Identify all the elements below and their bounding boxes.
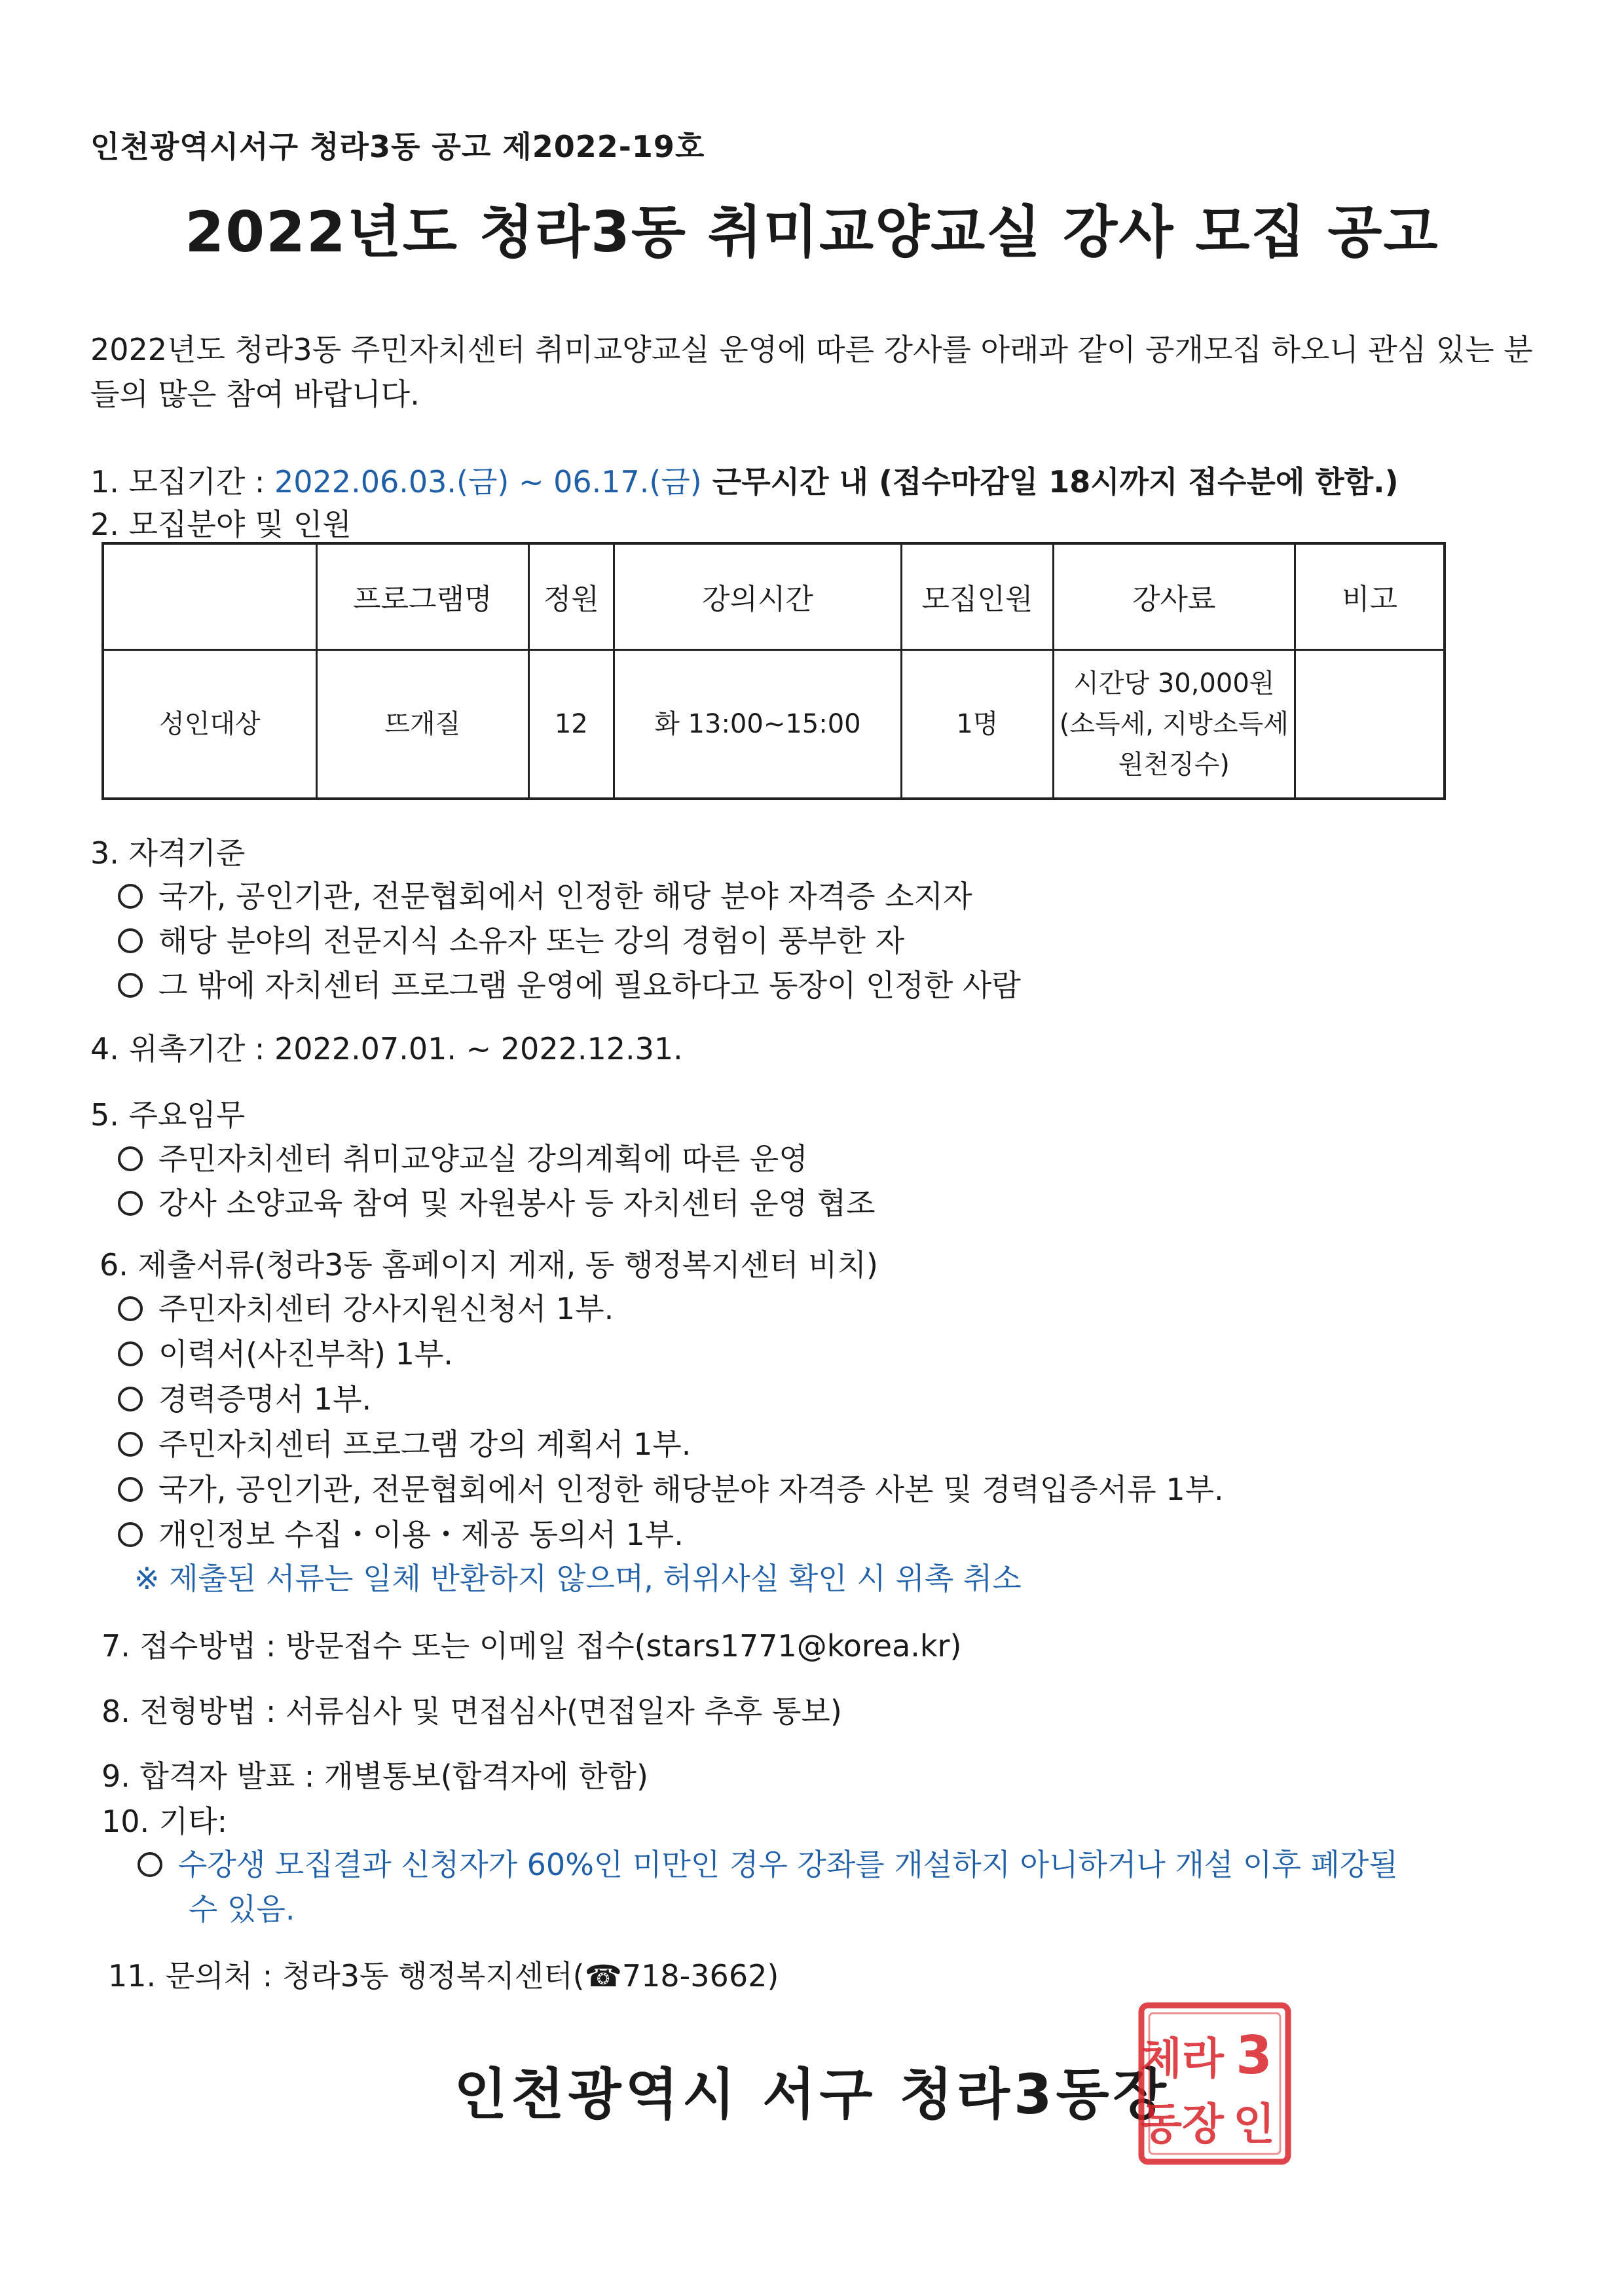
section-7-label: 7. 접수방법 : 방문접수 또는 이메일 접수(stars1771@korea.kr) — [101, 1628, 962, 1664]
duty-text: 강사 소양교육 참여 및 자원봉사 등 자치센터 운영 협조 — [158, 1186, 876, 1221]
fee-line: 시간당 30,000원 — [1073, 668, 1275, 699]
table-header-cell: 강의시간 — [614, 543, 902, 649]
etc-item — [138, 1841, 1398, 1884]
section-5-label: 5. 주요임무 — [90, 1097, 246, 1133]
signer-name: 인천광역시 서구 청라3동장 — [454, 2062, 1170, 2126]
circle-bullet-icon — [118, 1432, 143, 1457]
section-1 — [90, 458, 1399, 501]
section-6-label: 6. 제출서류(청라3동 홈페이지 게재, 동 행정복지센터 비치) — [100, 1247, 878, 1283]
svg-text:3: 3 — [1236, 2025, 1272, 2086]
section-3-label: 3. 자격기준 — [90, 835, 246, 871]
remarks-cell — [1295, 649, 1445, 799]
notice-number: 인천광역시서구 청라3동 공고 제2022-19호 — [90, 129, 705, 164]
circle-bullet-icon — [118, 1146, 143, 1171]
circle-bullet-icon — [118, 884, 143, 909]
qualification-text: 그 밖에 자치센터 프로그램 운영에 필요하다고 동장이 인정한 사람 — [158, 968, 1021, 1003]
table-header-cell: 비고 — [1295, 543, 1445, 649]
qualification-item — [118, 917, 904, 960]
document-text: 주민자치센터 강사지원신청서 1부. — [158, 1291, 614, 1326]
document-item — [118, 1330, 453, 1374]
document-text: 국가, 공인기관, 전문협회에서 인정한 해당분야 자격증 사본 및 경력입증서류 1부. — [158, 1472, 1224, 1507]
document-text: 경력증명서 1부. — [158, 1381, 372, 1417]
circle-bullet-icon — [118, 1296, 143, 1321]
fee-line: 원천징수) — [1118, 749, 1230, 780]
table-header-cell: 정원 — [528, 543, 614, 649]
qualification-text: 해당 분야의 전문지식 소유자 또는 강의 경험이 풍부한 자 — [158, 923, 905, 958]
duty-item — [118, 1135, 808, 1178]
fee-line: (소득세, 지방소득세 — [1059, 708, 1289, 739]
target-cell: 성인대상 — [103, 649, 316, 799]
circle-bullet-icon — [118, 928, 143, 953]
section-1-label: 1. 모집기간 : — [90, 464, 274, 500]
document-item — [118, 1511, 684, 1554]
table-header-cell: 강사료 — [1053, 543, 1295, 649]
recruit-period-note: 근무시간 내 (접수마감일 18시까지 접수분에 한함.) — [701, 464, 1399, 500]
document-item — [118, 1376, 371, 1419]
section-10-label: 10. 기타: — [101, 1804, 228, 1839]
etc-text-line1: 수강생 모집결과 신청자가 60%인 미만인 경우 강좌를 개설하지 아니하거나 개설 이후 폐강될 — [178, 1847, 1398, 1882]
capacity-cell: 12 — [528, 649, 614, 799]
section-9-label: 9. 합격자 발표 : 개별통보(합격자에 한함) — [101, 1758, 648, 1794]
circle-bullet-icon — [138, 1852, 162, 1877]
fee-cell — [1053, 649, 1295, 799]
duty-text: 주민자치센터 취미교양교실 강의계획에 따른 운영 — [158, 1141, 808, 1176]
document-title: 2022년도 청라3동 취미교양교실 강사 모집 공고 — [185, 200, 1439, 265]
qualification-item — [118, 873, 972, 916]
table-row — [103, 649, 1445, 799]
section-2-label: 2. 모집분야 및 인원 — [90, 507, 352, 542]
recruits-cell: 1명 — [902, 649, 1053, 799]
section-11-label: 11. 문의처 : 청라3동 행정복지센터(☎718-3662) — [108, 1958, 779, 1994]
circle-bullet-icon — [118, 973, 143, 998]
table-header-row — [103, 543, 1445, 649]
official-seal-icon — [1136, 2000, 1293, 2167]
circle-bullet-icon — [118, 1522, 143, 1547]
svg-text:동장: 동장 — [1140, 2099, 1224, 2149]
table-header-cell — [103, 543, 316, 649]
table-header-cell: 프로그램명 — [316, 543, 528, 649]
svg-text:체라: 체라 — [1140, 2033, 1224, 2084]
recruit-period: 2022.06.03.(금) ~ 06.17.(금) — [274, 464, 702, 500]
qualification-item — [118, 962, 1021, 1005]
document-item — [118, 1466, 1224, 1509]
circle-bullet-icon — [118, 1477, 143, 1502]
table-header-cell: 모집인원 — [902, 543, 1053, 649]
document-item — [118, 1285, 614, 1328]
circle-bullet-icon — [118, 1341, 143, 1366]
time-cell: 화 13:00~15:00 — [614, 649, 902, 799]
svg-text:인: 인 — [1233, 2099, 1275, 2149]
document-item — [118, 1421, 691, 1464]
circle-bullet-icon — [118, 1191, 143, 1216]
circle-bullet-icon — [118, 1387, 143, 1412]
etc-text-line2: 수 있음. — [189, 1891, 295, 1927]
recruit-table — [101, 542, 1446, 800]
intro-paragraph: 2022년도 청라3동 주민자치센터 취미교양교실 운영에 따른 강사를 아래과 같이 공개모집 하오니 관심 있는 분들의 많은 참여 바랍니다. — [90, 332, 1533, 412]
submission-warning: ※ 제출된 서류는 일체 반환하지 않으며, 허위사실 확인 시 위촉 취소 — [134, 1561, 1022, 1596]
program-cell: 뜨개질 — [316, 649, 528, 799]
document-text: 개인정보 수집・이용・제공 동의서 1부. — [158, 1517, 684, 1552]
document-text: 이력서(사진부착) 1부. — [158, 1336, 453, 1372]
document-text: 주민자치센터 프로그램 강의 계획서 1부. — [158, 1427, 692, 1462]
section-4-label: 4. 위촉기간 : 2022.07.01. ~ 2022.12.31. — [90, 1031, 683, 1066]
duty-item — [118, 1180, 876, 1223]
section-8-label: 8. 전형방법 : 서류심사 및 면접심사(면접일자 추후 통보) — [101, 1694, 842, 1729]
qualification-text: 국가, 공인기관, 전문협회에서 인정한 해당 분야 자격증 소지자 — [158, 879, 972, 914]
